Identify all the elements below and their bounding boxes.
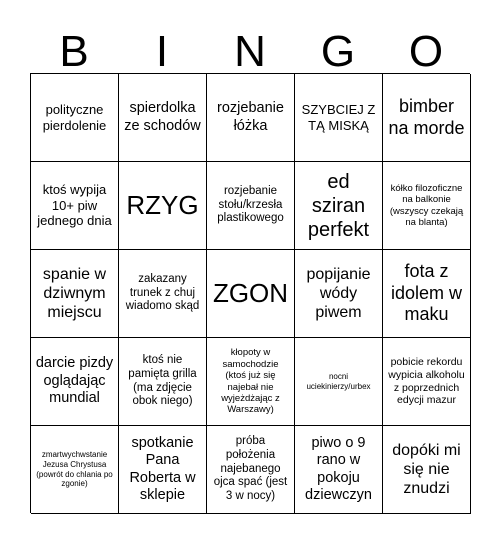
header-letter-n: N [234,27,266,76]
bingo-cell[interactable]: kłopoty w samochodzie (ktoś już się najebał nie wyjeżdżając z Warszawy) [207,338,295,426]
bingo-cell[interactable]: ktoś nie pamięta grilla (ma zdjęcie obok niego) [119,338,207,426]
bingo-cell[interactable]: piwo o 9 rano w pokoju dziewczyn [295,426,383,514]
bingo-cell[interactable]: spierdolka ze schodów [119,74,207,162]
bingo-cell[interactable]: rozjebanie łóżka [207,74,295,162]
header-letter-i: I [155,27,169,76]
bingo-cell[interactable]: bimber na morde [383,74,471,162]
bingo-cell[interactable]: próba położenia najebanego ojca spać (jest 3 w nocy) [207,426,295,514]
header-letter-o: O [408,27,444,76]
bingo-cell[interactable]: popijanie wódy piwem [295,250,383,338]
bingo-cell[interactable]: SZYBCIEJ Z TĄ MISKĄ [295,74,383,162]
bingo-cell[interactable]: zakazany trunek z chuj wiadomo skąd [119,250,207,338]
bingo-grid [30,73,470,513]
bingo-cell[interactable]: ZGON [207,250,295,338]
bingo-cell[interactable]: RZYG [119,162,207,250]
header-letter-g: G [320,27,356,76]
header-letter-b: B [59,27,89,76]
bingo-cell[interactable]: rozjebanie stołu/krzesła plastikowego [207,162,295,250]
bingo-cell[interactable]: nocni uciekinierzy/urbex [295,338,383,426]
bingo-cell[interactable]: ed sziran perfekt [295,162,383,250]
bingo-cell[interactable]: spanie w dziwnym miejscu [31,250,119,338]
bingo-cell[interactable]: kółko filozoficzne na balkonie (wszyscy czekają na blanta) [383,162,471,250]
bingo-cell[interactable]: spotkanie Pana Roberta w sklepie [119,426,207,514]
bingo-cell[interactable]: polityczne pierdolenie [31,74,119,162]
bingo-cell[interactable]: zmartwychwstanie Jezusa Chrystusa (powrót do chlania po zgonie) [31,426,119,514]
bingo-cell[interactable]: fota z idolem w maku [383,250,471,338]
bingo-cell[interactable]: pobicie rekordu wypicia alkoholu z poprzednich edycji mazur [383,338,471,426]
bingo-cell[interactable]: dopóki mi się nie znudzi [383,426,471,514]
bingo-cell[interactable]: ktoś wypija 10+ piw jednego dnia [31,162,119,250]
bingo-cell[interactable]: darcie pizdy oglądając mundial [31,338,119,426]
